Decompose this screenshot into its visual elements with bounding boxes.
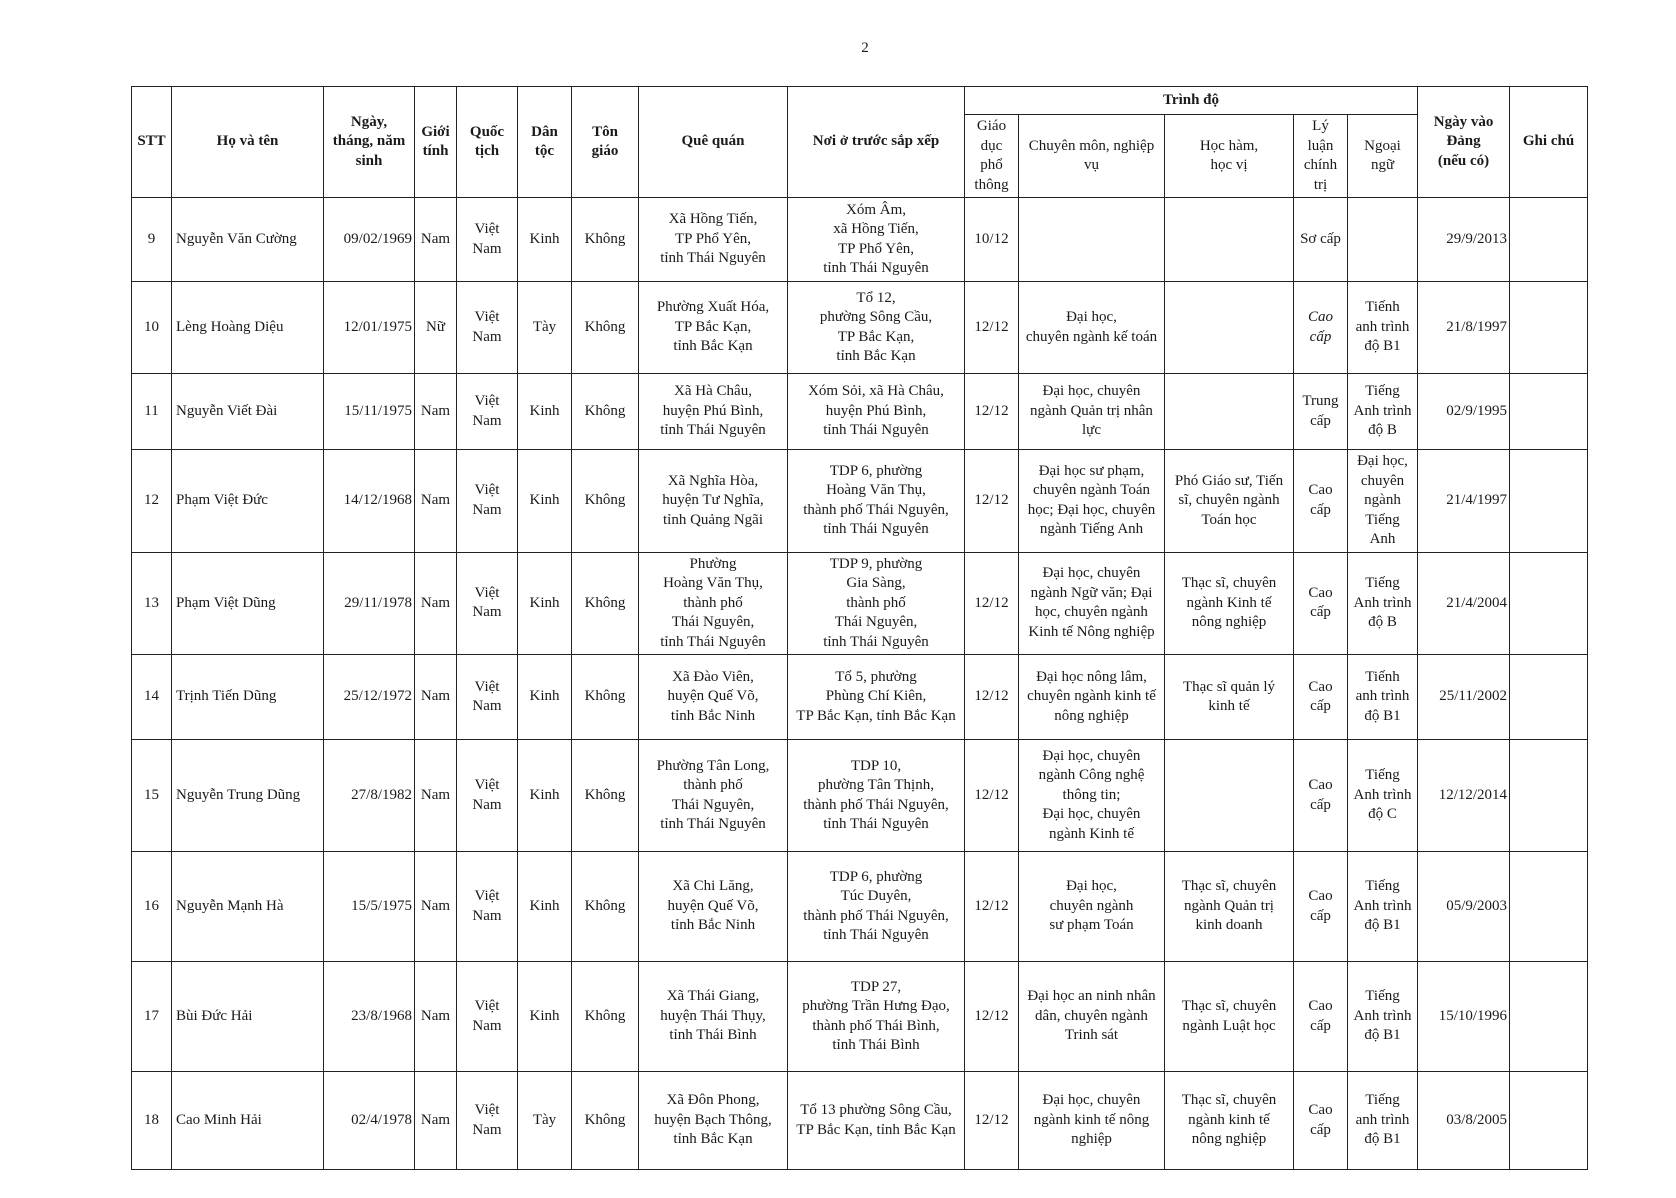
header-hometown: Quê quán: [639, 87, 788, 198]
cell-specialization: Đại học an ninh nhân dân, chuyên ngành Trinh sát: [1019, 962, 1165, 1072]
cell-ethnicity: Kinh: [518, 198, 572, 282]
table-body: [132, 198, 1588, 1170]
cell-specialization: [1019, 198, 1165, 282]
table-row: [132, 282, 1588, 374]
cell-political-theory: Cao cấp: [1294, 450, 1348, 553]
cell-political-theory: Cao cấp: [1294, 1072, 1348, 1170]
cell-gender: Nữ: [415, 282, 457, 374]
header-stt: STT: [132, 87, 172, 198]
personnel-table: [131, 86, 1588, 1170]
cell-hometown: Phường Hoàng Văn Thụ, thành phố Thái Nguyên, tỉnh Thái Nguyên: [639, 552, 788, 655]
cell-stt: 14: [132, 655, 172, 740]
cell-general-education: 12/12: [965, 852, 1019, 962]
cell-dob: 23/8/1968: [324, 962, 415, 1072]
cell-hometown: Xã Hà Châu, huyện Phú Bình, tỉnh Thái Nguyên: [639, 374, 788, 450]
cell-name: Nguyễn Văn Cường: [172, 198, 324, 282]
cell-dob: 15/11/1975: [324, 374, 415, 450]
cell-notes: [1510, 740, 1588, 852]
cell-gender: Nam: [415, 655, 457, 740]
table-row: [132, 655, 1588, 740]
cell-general-education: 12/12: [965, 450, 1019, 553]
cell-general-education: 12/12: [965, 1072, 1019, 1170]
cell-academic-title: Phó Giáo sư, Tiến sĩ, chuyên ngành Toán học: [1165, 450, 1294, 553]
cell-hometown: Phường Tân Long, thành phố Thái Nguyên, tỉnh Thái Nguyên: [639, 740, 788, 852]
cell-notes: [1510, 198, 1588, 282]
cell-notes: [1510, 282, 1588, 374]
cell-party-date: 29/9/2013: [1418, 198, 1510, 282]
cell-political-theory: Cao cấp: [1294, 282, 1348, 374]
header-party-date: Ngày vào Đảng (nếu có): [1418, 87, 1510, 198]
header-religion: Tôn giáo: [572, 87, 639, 198]
cell-political-theory: Cao cấp: [1294, 852, 1348, 962]
cell-gender: Nam: [415, 962, 457, 1072]
cell-dob: 29/11/1978: [324, 552, 415, 655]
header-nationality: Quốc tịch: [457, 87, 518, 198]
cell-residence: TDP 6, phường Túc Duyên, thành phố Thái Nguyên, tỉnh Thái Nguyên: [788, 852, 965, 962]
cell-religion: Không: [572, 962, 639, 1072]
table-row: [132, 198, 1588, 282]
table-row: [132, 962, 1588, 1072]
cell-academic-title: [1165, 740, 1294, 852]
cell-stt: 16: [132, 852, 172, 962]
cell-ethnicity: Kinh: [518, 740, 572, 852]
cell-residence: TDP 27, phường Trần Hưng Đạo, thành phố Thái Bình, tỉnh Thái Bình: [788, 962, 965, 1072]
cell-religion: Không: [572, 374, 639, 450]
table-row: [132, 740, 1588, 852]
cell-general-education: 12/12: [965, 655, 1019, 740]
cell-gender: Nam: [415, 374, 457, 450]
cell-foreign-language: Tiếng Anh trình độ C: [1348, 740, 1418, 852]
cell-notes: [1510, 962, 1588, 1072]
cell-hometown: Xã Thái Giang, huyện Thái Thụy, tỉnh Thái Bình: [639, 962, 788, 1072]
cell-party-date: 21/8/1997: [1418, 282, 1510, 374]
cell-nationality: Việt Nam: [457, 198, 518, 282]
cell-name: Bùi Đức Hải: [172, 962, 324, 1072]
cell-general-education: 12/12: [965, 962, 1019, 1072]
cell-stt: 13: [132, 552, 172, 655]
cell-name: Phạm Việt Đức: [172, 450, 324, 553]
cell-general-education: 10/12: [965, 198, 1019, 282]
cell-party-date: 12/12/2014: [1418, 740, 1510, 852]
cell-nationality: Việt Nam: [457, 655, 518, 740]
cell-notes: [1510, 450, 1588, 553]
cell-residence: Tổ 13 phường Sông Cầu, TP Bắc Kạn, tỉnh Bắc Kạn: [788, 1072, 965, 1170]
cell-foreign-language: Tiếng Anh trình độ B1: [1348, 962, 1418, 1072]
cell-nationality: Việt Nam: [457, 552, 518, 655]
header-notes: Ghi chú: [1510, 87, 1588, 198]
cell-general-education: 12/12: [965, 374, 1019, 450]
cell-religion: Không: [572, 282, 639, 374]
cell-general-education: 12/12: [965, 552, 1019, 655]
cell-foreign-language: Tiếng Anh trình độ B: [1348, 552, 1418, 655]
cell-residence: Tổ 12, phường Sông Cầu, TP Bắc Kạn, tỉnh Bắc Kạn: [788, 282, 965, 374]
cell-foreign-language: Tiếnh anh trình độ B1: [1348, 655, 1418, 740]
cell-religion: Không: [572, 1072, 639, 1170]
cell-gender: Nam: [415, 450, 457, 553]
cell-religion: Không: [572, 655, 639, 740]
cell-academic-title: [1165, 374, 1294, 450]
table-row: [132, 1072, 1588, 1170]
cell-gender: Nam: [415, 1072, 457, 1170]
cell-religion: Không: [572, 198, 639, 282]
cell-dob: 12/01/1975: [324, 282, 415, 374]
cell-residence: Tổ 5, phường Phùng Chí Kiên, TP Bắc Kạn, tỉnh Bắc Kạn: [788, 655, 965, 740]
cell-name: Cao Minh Hải: [172, 1072, 324, 1170]
cell-dob: 27/8/1982: [324, 740, 415, 852]
cell-party-date: 21/4/2004: [1418, 552, 1510, 655]
header-foreign-language: Ngoại ngữ: [1348, 115, 1418, 198]
cell-hometown: Xã Nghĩa Hòa, huyện Tư Nghĩa, tỉnh Quảng Ngãi: [639, 450, 788, 553]
cell-political-theory: Cao cấp: [1294, 962, 1348, 1072]
cell-foreign-language: Tiếng anh trình độ B1: [1348, 1072, 1418, 1170]
cell-party-date: 05/9/2003: [1418, 852, 1510, 962]
cell-notes: [1510, 852, 1588, 962]
table-row: [132, 374, 1588, 450]
cell-name: Trịnh Tiến Dũng: [172, 655, 324, 740]
cell-ethnicity: Kinh: [518, 655, 572, 740]
cell-name: Phạm Việt Dũng: [172, 552, 324, 655]
cell-political-theory: Cao cấp: [1294, 552, 1348, 655]
cell-religion: Không: [572, 552, 639, 655]
cell-ethnicity: Kinh: [518, 450, 572, 553]
cell-political-theory: Cao cấp: [1294, 740, 1348, 852]
cell-notes: [1510, 655, 1588, 740]
cell-hometown: Phường Xuất Hóa, TP Bắc Kạn, tỉnh Bắc Kạn: [639, 282, 788, 374]
cell-foreign-language: Tiếng Anh trình độ B1: [1348, 852, 1418, 962]
cell-name: Lèng Hoàng Diệu: [172, 282, 324, 374]
cell-specialization: Đại học, chuyên ngành Ngữ văn; Đại học, chuyên ngành Kinh tế Nông nghiệp: [1019, 552, 1165, 655]
cell-party-date: 25/11/2002: [1418, 655, 1510, 740]
cell-gender: Nam: [415, 740, 457, 852]
cell-residence: TDP 9, phường Gia Sàng, thành phố Thái Nguyên, tỉnh Thái Nguyên: [788, 552, 965, 655]
cell-party-date: 21/4/1997: [1418, 450, 1510, 553]
cell-nationality: Việt Nam: [457, 1072, 518, 1170]
cell-religion: Không: [572, 852, 639, 962]
cell-political-theory: Sơ cấp: [1294, 198, 1348, 282]
cell-gender: Nam: [415, 552, 457, 655]
cell-academic-title: Thạc sĩ, chuyên ngành Kinh tế nông nghiệp: [1165, 552, 1294, 655]
cell-foreign-language: Tiếnh anh trình độ B1: [1348, 282, 1418, 374]
cell-hometown: Xã Đôn Phong, huyện Bạch Thông, tỉnh Bắc Kạn: [639, 1072, 788, 1170]
cell-specialization: Đại học, chuyên ngành kế toán: [1019, 282, 1165, 374]
cell-specialization: Đại học nông lâm, chuyên ngành kinh tế nông nghiệp: [1019, 655, 1165, 740]
cell-foreign-language: Đại học, chuyên ngành Tiếng Anh: [1348, 450, 1418, 553]
header-dob: Ngày, tháng, năm sinh: [324, 87, 415, 198]
header-academic-title: Học hàm, học vị: [1165, 115, 1294, 198]
cell-residence: TDP 6, phường Hoàng Văn Thụ, thành phố Thái Nguyên, tỉnh Thái Nguyên: [788, 450, 965, 553]
cell-hometown: Xã Hồng Tiến, TP Phổ Yên, tỉnh Thái Nguyên: [639, 198, 788, 282]
cell-dob: 02/4/1978: [324, 1072, 415, 1170]
cell-academic-title: Thạc sĩ, chuyên ngành kinh tế nông nghiệp: [1165, 1072, 1294, 1170]
cell-stt: 11: [132, 374, 172, 450]
cell-nationality: Việt Nam: [457, 740, 518, 852]
cell-ethnicity: Kinh: [518, 962, 572, 1072]
cell-stt: 15: [132, 740, 172, 852]
cell-party-date: 02/9/1995: [1418, 374, 1510, 450]
header-ethnicity: Dân tộc: [518, 87, 572, 198]
cell-party-date: 03/8/2005: [1418, 1072, 1510, 1170]
cell-academic-title: [1165, 198, 1294, 282]
cell-nationality: Việt Nam: [457, 962, 518, 1072]
cell-specialization: Đại học, chuyên ngành Quản trị nhân lực: [1019, 374, 1165, 450]
header-name: Họ và tên: [172, 87, 324, 198]
cell-foreign-language: Tiếng Anh trình độ B: [1348, 374, 1418, 450]
cell-stt: 17: [132, 962, 172, 1072]
cell-dob: 25/12/1972: [324, 655, 415, 740]
cell-ethnicity: Kinh: [518, 374, 572, 450]
cell-notes: [1510, 1072, 1588, 1170]
cell-hometown: Xã Chi Lăng, huyện Quế Võ, tỉnh Bắc Ninh: [639, 852, 788, 962]
cell-dob: 14/12/1968: [324, 450, 415, 553]
cell-stt: 18: [132, 1072, 172, 1170]
table-row: [132, 450, 1588, 553]
cell-dob: 09/02/1969: [324, 198, 415, 282]
cell-academic-title: Thạc sĩ, chuyên ngành Quản trị kinh doanh: [1165, 852, 1294, 962]
table-row: [132, 852, 1588, 962]
cell-specialization: Đại học, chuyên ngành Công nghệ thông tin; Đại học, chuyên ngành Kinh tế: [1019, 740, 1165, 852]
cell-name: Nguyễn Trung Dũng: [172, 740, 324, 852]
header-general-education: Giáo dục phổ thông: [965, 115, 1019, 198]
cell-stt: 12: [132, 450, 172, 553]
header-political-theory: Lý luận chính trị: [1294, 115, 1348, 198]
cell-specialization: Đại học, chuyên ngành sư phạm Toán: [1019, 852, 1165, 962]
cell-nationality: Việt Nam: [457, 450, 518, 553]
table-row: [132, 552, 1588, 655]
cell-political-theory: Cao cấp: [1294, 655, 1348, 740]
cell-party-date: 15/10/1996: [1418, 962, 1510, 1072]
header-gender: Giới tính: [415, 87, 457, 198]
cell-residence: Xóm Sỏi, xã Hà Châu, huyện Phú Bình, tỉnh Thái Nguyên: [788, 374, 965, 450]
cell-foreign-language: [1348, 198, 1418, 282]
cell-ethnicity: Kinh: [518, 852, 572, 962]
cell-name: Nguyễn Mạnh Hà: [172, 852, 324, 962]
cell-academic-title: Thạc sĩ quản lý kinh tế: [1165, 655, 1294, 740]
cell-ethnicity: Kinh: [518, 552, 572, 655]
cell-academic-title: Thạc sĩ, chuyên ngành Luật học: [1165, 962, 1294, 1072]
cell-name: Nguyễn Viết Đài: [172, 374, 324, 450]
cell-residence: Xóm Âm, xã Hồng Tiến, TP Phổ Yên, tỉnh Thái Nguyên: [788, 198, 965, 282]
cell-notes: [1510, 374, 1588, 450]
cell-dob: 15/5/1975: [324, 852, 415, 962]
header-qualification-group: Trình độ: [965, 87, 1418, 115]
header-residence: Nơi ở trước sắp xếp: [788, 87, 965, 198]
cell-political-theory: Trung cấp: [1294, 374, 1348, 450]
table-header: [132, 87, 1588, 198]
cell-ethnicity: Tày: [518, 1072, 572, 1170]
cell-religion: Không: [572, 740, 639, 852]
cell-general-education: 12/12: [965, 740, 1019, 852]
cell-stt: 9: [132, 198, 172, 282]
cell-academic-title: [1165, 282, 1294, 374]
cell-residence: TDP 10, phường Tân Thịnh, thành phố Thái Nguyên, tỉnh Thái Nguyên: [788, 740, 965, 852]
cell-religion: Không: [572, 450, 639, 553]
cell-specialization: Đại học, chuyên ngành kinh tế nông nghiệp: [1019, 1072, 1165, 1170]
page-number: 2: [861, 40, 869, 56]
cell-stt: 10: [132, 282, 172, 374]
cell-nationality: Việt Nam: [457, 282, 518, 374]
cell-specialization: Đại học sư phạm, chuyên ngành Toán học; Đại học, chuyên ngành Tiếng Anh: [1019, 450, 1165, 553]
cell-gender: Nam: [415, 198, 457, 282]
cell-nationality: Việt Nam: [457, 374, 518, 450]
cell-gender: Nam: [415, 852, 457, 962]
cell-hometown: Xã Đào Viên, huyện Quế Võ, tỉnh Bắc Ninh: [639, 655, 788, 740]
header-specialization: Chuyên môn, nghiệp vụ: [1019, 115, 1165, 198]
cell-ethnicity: Tày: [518, 282, 572, 374]
cell-notes: [1510, 552, 1588, 655]
cell-nationality: Việt Nam: [457, 852, 518, 962]
cell-general-education: 12/12: [965, 282, 1019, 374]
